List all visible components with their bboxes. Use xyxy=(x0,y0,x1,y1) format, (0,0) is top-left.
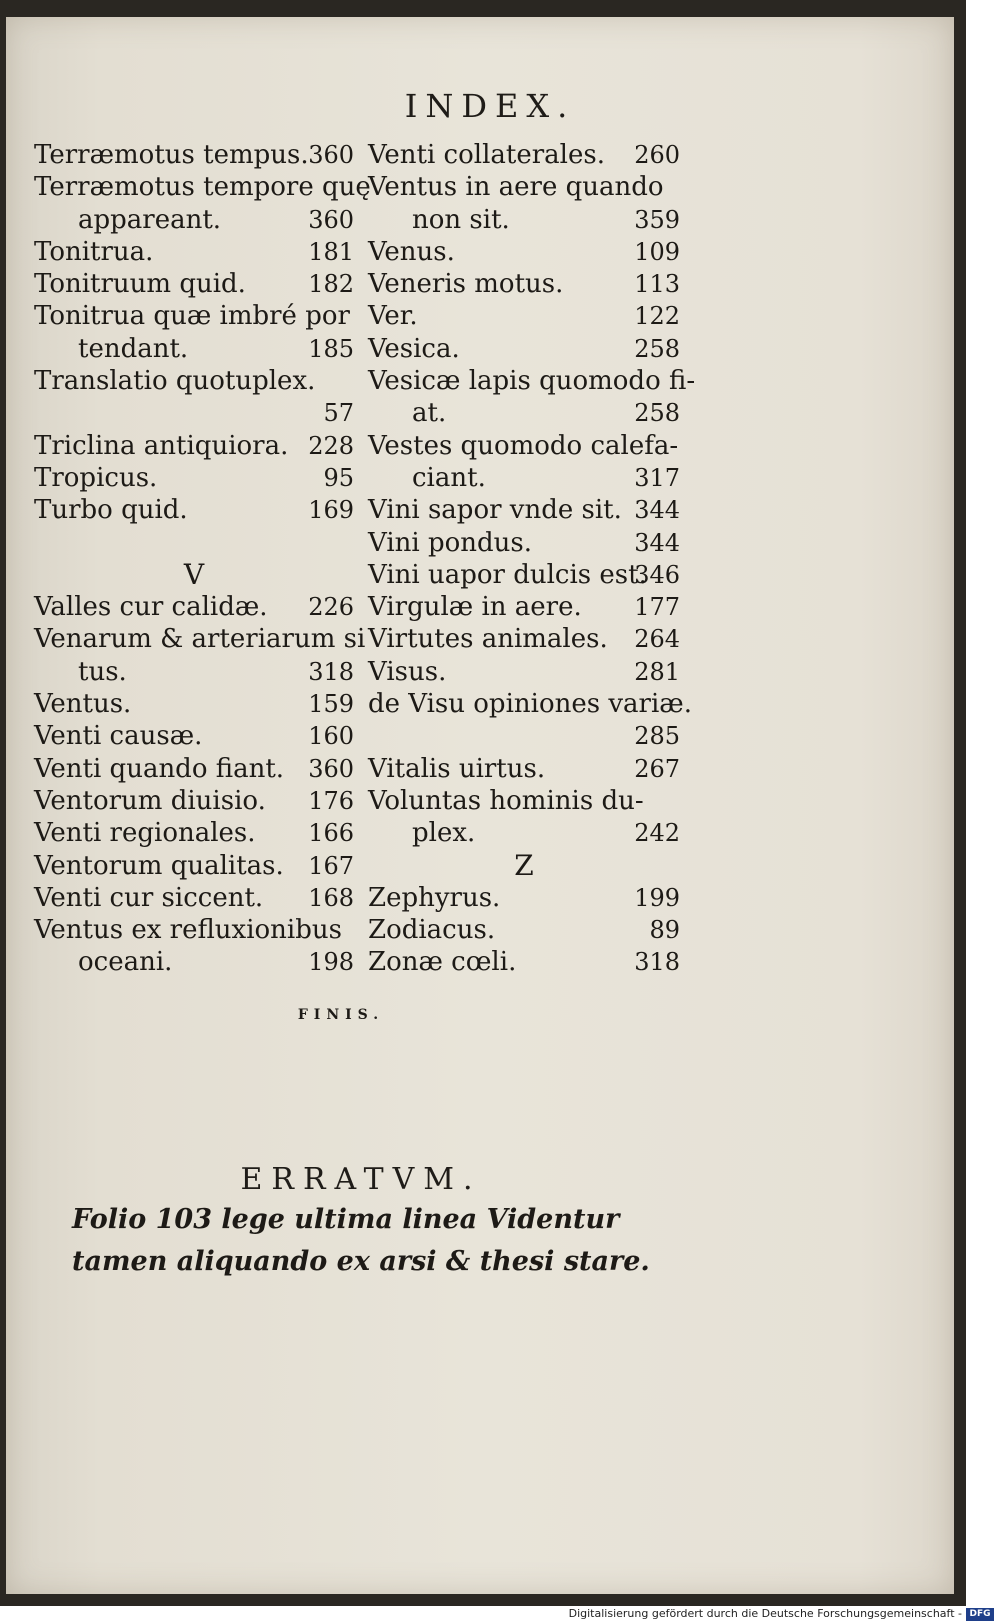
index-entry-text: Tonitruum quid. xyxy=(34,269,246,300)
index-row xyxy=(368,494,680,526)
index-page-number: 359 xyxy=(634,205,680,234)
index-row xyxy=(368,882,680,914)
index-entry-text: de Visu opiniones variæ. xyxy=(368,689,692,720)
index-entry-text: Ventorum diuisio. xyxy=(34,785,266,816)
index-row xyxy=(34,720,354,752)
index-page-number: 159 xyxy=(308,690,354,719)
index-entry-text: Virgulæ in aere. xyxy=(368,592,582,623)
index-page-number: 260 xyxy=(634,141,680,169)
index-page-number: 168 xyxy=(308,883,354,912)
index-row xyxy=(368,236,680,268)
section-letter-label: V xyxy=(183,557,205,591)
index-entry-text: Vini sapor vnde sit. xyxy=(368,495,622,526)
index-entry-text: Ventorum qualitas. xyxy=(34,850,284,881)
index-entry-text: Ventus in aere quando xyxy=(368,172,664,203)
index-row xyxy=(34,785,354,817)
index-page-number: 89 xyxy=(649,916,680,945)
index-row xyxy=(34,462,354,494)
index-page-number: 177 xyxy=(634,593,680,622)
index-page-number: 181 xyxy=(308,237,354,266)
dfg-logo: DFG xyxy=(966,1608,994,1621)
index-entry-text: Vesicæ lapis quomodo fi- xyxy=(368,366,696,397)
index-entry-text: Tonitrua. xyxy=(34,236,154,267)
index-row xyxy=(368,623,680,655)
index-entry-text: oceani. xyxy=(78,947,173,978)
index-page-number: 267 xyxy=(634,754,680,783)
index-entry-text: tus. xyxy=(78,656,127,687)
index-row xyxy=(34,397,354,429)
index-row xyxy=(368,914,680,946)
book-page xyxy=(6,17,954,1594)
index-entry-text: Zonæ cœli. xyxy=(368,947,517,978)
index-page-number: 166 xyxy=(308,819,354,848)
section-letter xyxy=(368,850,680,882)
index-page-number: 281 xyxy=(634,657,680,686)
index-row xyxy=(368,365,696,397)
index-entry-text: Triclina antiquiora. xyxy=(34,430,289,461)
index-row xyxy=(368,559,680,591)
index-row xyxy=(34,850,354,882)
index-entry-text: Venti collaterales. xyxy=(368,140,605,170)
index-row xyxy=(368,656,680,688)
index-entry-text: Translatio quotuplex. xyxy=(34,366,316,397)
finis-mark: FINIS. xyxy=(297,1007,385,1023)
index-entry-text: Venti quando fiant. xyxy=(34,753,285,784)
index-page-number: 199 xyxy=(634,883,680,912)
index-row xyxy=(34,882,354,914)
index-row xyxy=(34,946,354,978)
index-row xyxy=(34,494,354,526)
index-row xyxy=(34,688,354,720)
section-letter xyxy=(34,559,354,591)
index-page-number: 317 xyxy=(634,463,680,492)
index-entry-text: Terræmotus tempore quę xyxy=(34,172,371,203)
index-page-number: 226 xyxy=(308,593,354,622)
index-entry-text: Valles cur calidæ. xyxy=(34,592,268,623)
index-row xyxy=(34,656,354,688)
index-row xyxy=(368,397,680,429)
index-page-number: 185 xyxy=(308,334,354,363)
index-row xyxy=(34,817,354,849)
digitization-footer xyxy=(0,1606,1000,1624)
index-entry-text: Vestes quomodo calefa- xyxy=(368,430,679,461)
index-entry-text: Zodiacus. xyxy=(368,915,496,946)
index-page-number: 318 xyxy=(634,948,680,977)
index-row xyxy=(34,527,354,559)
index-page-number: 198 xyxy=(308,948,354,977)
index-entry-text: Venarum & arteriarum si xyxy=(34,624,366,655)
index-page-number: 360 xyxy=(308,205,354,234)
index-row xyxy=(368,462,680,494)
index-entry-text: Venti cur siccent. xyxy=(34,882,264,913)
erratum-heading: ERRATVM. xyxy=(240,1162,482,1197)
index-row xyxy=(34,333,354,365)
index-row xyxy=(368,817,680,849)
index-row xyxy=(34,300,354,332)
index-page-number: 122 xyxy=(634,302,680,331)
index-entry-text: Visus. xyxy=(368,656,447,687)
index-row xyxy=(368,139,680,171)
index-page-number: 95 xyxy=(323,463,354,492)
page-heading: INDEX. xyxy=(404,87,576,125)
index-page-number: 57 xyxy=(323,399,354,428)
index-entry-text: plex. xyxy=(412,818,476,849)
index-row xyxy=(368,171,680,203)
index-entry-text: Veneris motus. xyxy=(368,269,564,300)
index-row xyxy=(34,268,354,300)
index-page-number: 258 xyxy=(634,399,680,428)
index-page-number: 242 xyxy=(634,819,680,848)
index-row xyxy=(368,720,680,752)
index-page-number: 109 xyxy=(634,237,680,266)
index-row xyxy=(34,591,354,623)
index-page-number: 346 xyxy=(634,560,680,589)
index-entry-text: non sit. xyxy=(412,204,510,235)
index-column-right xyxy=(368,139,696,979)
index-row xyxy=(368,785,680,817)
index-entry-text: tendant. xyxy=(78,333,189,364)
index-entry-text: Voluntas hominis du- xyxy=(368,785,644,816)
index-page-number: 169 xyxy=(308,496,354,525)
index-entry-text: Ver. xyxy=(368,301,418,332)
index-page-number: 228 xyxy=(308,431,354,460)
index-page-number: 182 xyxy=(308,270,354,299)
index-page-number: 160 xyxy=(308,722,354,751)
index-entry-text: Venti regionales. xyxy=(34,818,256,849)
section-letter-label: Z xyxy=(514,848,534,882)
index-row xyxy=(34,753,354,785)
index-row xyxy=(368,430,680,462)
index-row xyxy=(368,204,680,236)
index-row xyxy=(34,365,354,397)
index-row xyxy=(368,527,680,559)
index-entry-text: Tonitrua quæ imbré por xyxy=(34,301,350,332)
index-row xyxy=(368,268,680,300)
index-entry-text: Vesica. xyxy=(368,333,460,364)
index-row xyxy=(368,753,680,785)
index-row xyxy=(34,171,371,203)
index-page-number: 344 xyxy=(634,528,680,557)
index-entry-text: Ventus. xyxy=(34,689,132,720)
index-row xyxy=(34,236,354,268)
index-entry-text: Zephyrus. xyxy=(368,882,501,913)
index-row xyxy=(34,204,354,236)
index-row xyxy=(34,139,354,171)
index-entry-text: Ventus ex refluxionibus xyxy=(34,915,342,946)
index-row xyxy=(34,430,354,462)
index-page-number: 167 xyxy=(308,851,354,880)
index-page-number: 113 xyxy=(634,270,680,299)
index-row xyxy=(34,914,354,946)
index-page-number: 344 xyxy=(634,496,680,525)
index-column-left xyxy=(34,139,371,979)
footer-credit: Digitalisierung gefördert durch die Deutsche Forschungsgemeinschaft - xyxy=(568,1607,962,1620)
index-entry-text: Vini pondus. xyxy=(368,527,532,558)
erratum-text: Folio 103 lege ultima linea Videntur tamen aliquando ex arsi & thesi stare. xyxy=(72,1204,650,1277)
index-entry-text: Turbo quid. xyxy=(34,495,188,526)
index-entry-text: at. xyxy=(412,398,447,429)
index-page-number: 176 xyxy=(308,786,354,815)
index-row xyxy=(368,946,680,978)
index-row xyxy=(368,333,680,365)
index-row xyxy=(368,688,692,720)
index-row xyxy=(368,300,680,332)
index-page-number: 285 xyxy=(634,722,680,751)
index-row xyxy=(368,591,680,623)
index-page-number: 360 xyxy=(308,754,354,783)
index-entry-text: Vini uapor dulcis est. xyxy=(368,559,647,590)
index-entry-text: Terræmotus tempus. xyxy=(34,140,309,170)
index-entry-text: appareant. xyxy=(78,204,222,235)
index-entry-text: Venus. xyxy=(368,236,455,267)
index-page-number: 258 xyxy=(634,334,680,363)
index-entry-text: Venti causæ. xyxy=(34,721,203,752)
index-entry-text: ciant. xyxy=(412,462,486,493)
index-page-number: 264 xyxy=(634,625,680,654)
index-entry-text: Tropicus. xyxy=(34,462,158,493)
index-entry-text: Vitalis uirtus. xyxy=(368,753,546,784)
index-page-number: 360 xyxy=(308,141,354,169)
index-row xyxy=(34,623,366,655)
index-page-number: 318 xyxy=(308,657,354,686)
index-entry-text: Virtutes animales. xyxy=(368,624,608,655)
